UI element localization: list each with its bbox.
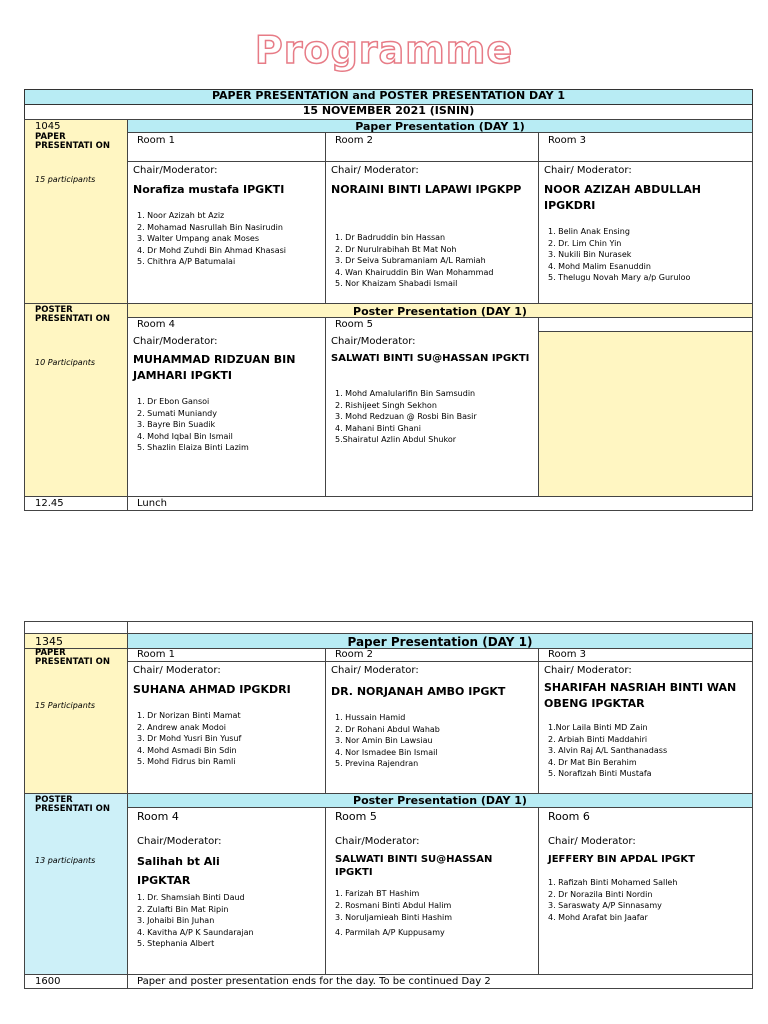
room-1-cell: [127, 648, 326, 662]
participant-list: [548, 877, 677, 923]
list-item: 3. Nor Amin Bin Lawsiau: [335, 736, 433, 745]
paper-header-cell: [127, 119, 753, 133]
list-item: 2. Mohamad Nasrullah Bin Nasirudin: [137, 222, 283, 232]
poster-header-cell: [127, 303, 753, 318]
list-item: 1. Rafizah Binti Mohamed Salleh: [548, 878, 678, 887]
list-item: 4. Parmilah A/P Kuppusamy: [335, 928, 445, 937]
room-name: Room 1: [137, 649, 176, 660]
list-item: 4. Mohd Asmadi Bin Sdin: [137, 745, 237, 755]
moderator-name: Salihah bt Ali IPGKTAR: [137, 855, 220, 887]
list-item: 1. Dr Ebon Gansoi: [137, 397, 210, 406]
end-time-cell: [24, 974, 128, 989]
end-text: Paper and poster presentation ends for the day. To be continued Day 2: [137, 976, 491, 987]
session-label: PAPER PRESENTATI ON: [35, 648, 110, 667]
list-item: 4. Mohd Iqbal Bin Ismail: [137, 431, 233, 441]
moderator-name: DR. NORJANAH AMBO IPGKT: [331, 685, 506, 698]
participant-list: [335, 232, 493, 290]
poster-header: Poster Presentation (DAY 1): [353, 305, 527, 318]
room-3-cell: [538, 132, 753, 162]
paper-label-sub: [24, 648, 128, 794]
list-item: 1. Dr Badruddin bin Hassan: [335, 233, 446, 242]
moderator-name: SHARIFAH NASRIAH BINTI WAN OBENG IPGKTAR: [544, 681, 737, 710]
moderator-name: MUHAMMAD RIDZUAN BIN JAMHARI IPGKTI: [133, 353, 296, 382]
room-name: Room 5: [335, 810, 377, 823]
room-5-cell: [325, 317, 539, 497]
chair-label: Chair/ Moderator:: [133, 665, 221, 676]
time-slot: 12.45: [35, 498, 64, 509]
list-item: 3. Saraswaty A/P Sinnasamy: [548, 901, 662, 910]
list-item: 5. Nor Khaizam Shabadi Ismail: [335, 279, 458, 288]
list-item: 4. Nor Ismadee Bin Ismail: [335, 747, 438, 757]
room-1-detail: [127, 161, 326, 304]
list-item: 4. Mohd Malim Esanuddin: [548, 261, 651, 271]
poster-label-cell: [24, 793, 128, 975]
chair-label: Chair/ Moderator:: [548, 836, 636, 847]
time-slot: 1345: [35, 635, 63, 648]
poster-label-cell: [24, 303, 128, 497]
chair-label: Chair/ Moderator:: [544, 665, 632, 676]
list-item: 4. Dr Mat Bin Berahim: [548, 757, 637, 767]
room-name: Room 3: [548, 649, 587, 660]
room-name: Room 1: [137, 135, 176, 146]
list-item: 5. Thelugu Novah Mary a/p Guruloo: [548, 273, 691, 282]
room-name: Room 3: [548, 135, 587, 146]
moderator-name: NORAINI BINTI LAPAWI IPGKPP: [331, 183, 522, 196]
time-slot: 1045: [35, 121, 61, 132]
list-item: 2. Rishijeet Singh Sekhon: [335, 400, 437, 410]
chair-label: Chair/ Moderator:: [331, 665, 419, 676]
room-2-detail: [325, 661, 539, 794]
chair-label: Chair/Moderator:: [137, 836, 222, 847]
list-item: 5. Chithra A/P Batumalai: [137, 257, 236, 266]
table-date: 15 NOVEMBER 2021 (ISNIN): [24, 104, 753, 120]
session-label: PAPER PRESENTATI ON: [35, 132, 110, 151]
room-name: Room 4: [137, 319, 176, 330]
list-item: 3. Johaibi Bin Juhan: [137, 916, 215, 925]
participant-count: 15 participants: [35, 175, 96, 184]
participant-list: [548, 722, 667, 780]
list-item: 2. Rosmani Binti Abdul Halim: [335, 901, 452, 910]
chair-label: Chair/Moderator:: [331, 336, 416, 347]
list-item: 1.Nor Laila Binti MD Zain: [548, 723, 648, 732]
list-item: 3. Bayre Bin Suadik: [137, 420, 216, 429]
room-4-cell: [127, 807, 326, 975]
moderator-name: NOOR AZIZAH ABDULLAH IPGKDRI: [544, 183, 702, 212]
room-2-cell: [325, 648, 539, 662]
moderator-name: SALWATI BINTI SU@HASSAN IPGKTI: [331, 353, 530, 364]
list-item: 1. Farizah BT Hashim: [335, 889, 420, 898]
participant-count: 13 participants: [35, 856, 96, 865]
end-text: Lunch: [137, 498, 167, 509]
room-3-cell: [538, 648, 753, 662]
participant-list: [335, 712, 440, 770]
room-6-empty: [538, 331, 753, 497]
room-name: Room 2: [335, 135, 374, 146]
room-name: Room 5: [335, 319, 374, 330]
room-4-cell: [127, 317, 326, 497]
paper-header: Paper Presentation (DAY 1): [347, 635, 533, 649]
list-item: 5. Shazlin Elaiza Binti Lazim: [137, 443, 249, 452]
list-item: 1. Noor Azizah bt Aziz: [137, 211, 225, 220]
participant-list: [548, 226, 690, 284]
participant-list: [137, 892, 254, 950]
list-item: 2. Dr Nurulrabihah Bt Mat Noh: [335, 244, 457, 254]
list-item: 5. Norafizah Binti Mustafa: [548, 769, 652, 778]
list-item: 2. Dr. Lim Chin Yin: [548, 238, 622, 248]
end-text-cell: [127, 496, 753, 511]
list-item: 1. Belin Anak Ensing: [548, 227, 630, 236]
chair-label: Chair/ Moderator:: [331, 165, 419, 176]
room-5-cell: [325, 807, 539, 975]
participant-list: [335, 388, 477, 446]
list-item: 5. Previna Rajendran: [335, 759, 419, 768]
list-item: 3. Nukili Bin Nurasek: [548, 250, 632, 259]
room-2-detail: [325, 161, 539, 304]
table-header: PAPER PRESENTATION and POSTER PRESENTATION DAY 1: [24, 89, 753, 105]
participant-list: [335, 888, 452, 939]
session-label: POSTER PRESENTATI ON: [35, 795, 110, 814]
moderator-name: SUHANA AHMAD IPGKDRI: [133, 683, 291, 696]
participant-list: [137, 210, 286, 268]
poster-header-cell: [127, 793, 753, 808]
list-item: 2. Andrew anak Modoi: [137, 722, 226, 732]
moderator-name: SALWATI BINTI SU@HASSAN IPGKTI: [335, 854, 493, 878]
list-item: 2. Zulafti Bin Mat Ripin: [137, 904, 229, 914]
chair-label: Chair/Moderator:: [133, 165, 218, 176]
list-item: 1. Mohd Amalularifin Bin Samsudin: [335, 389, 476, 398]
room-1-detail: [127, 661, 326, 794]
list-item: 4. Mohd Arafat bin Jaafar: [548, 912, 648, 922]
chair-label: Chair/ Moderator:: [544, 165, 632, 176]
list-item: 2. Dr Rohani Abdul Wahab: [335, 724, 440, 734]
room-6-empty-header: [538, 317, 753, 332]
list-item: 4. Wan Khairuddin Bin Wan Mohammad: [335, 267, 494, 277]
end-time-cell: [24, 496, 128, 511]
paper-header-cell: [127, 633, 753, 649]
participant-count: 10 Participants: [35, 358, 96, 367]
moderator-name: Norafiza mustafa IPGKTI: [133, 183, 285, 196]
list-item: 3. Noruljamieah Binti Hashim: [335, 913, 453, 922]
list-item: 1. Dr Norizan Binti Mamat: [137, 711, 241, 720]
participant-count: 15 Participants: [35, 701, 96, 710]
list-item: 5. Stephania Albert: [137, 939, 215, 948]
list-item: 4. Dr Mohd Zuhdi Bin Ahmad Khasasi: [137, 245, 286, 255]
room-3-detail: [538, 661, 753, 794]
end-text-cell: [127, 974, 753, 989]
schedule-table-afternoon: [24, 621, 753, 989]
poster-header: Poster Presentation (DAY 1): [353, 794, 527, 807]
list-item: 3. Alvin Raj A/L Santhanadass: [548, 746, 668, 755]
list-item: 3. Mohd Redzuan @ Rosbi Bin Basir: [335, 412, 477, 421]
list-item: 2. Sumati Muniandy: [137, 408, 217, 418]
room-3-detail: [538, 161, 753, 304]
list-item: 3. Dr Seiva Subramaniam A/L Ramiah: [335, 256, 486, 265]
chair-label: Chair/Moderator:: [133, 336, 218, 347]
moderator-name: JEFFERY BIN APDAL IPGKT: [548, 854, 695, 865]
schedule-table-morning: [24, 89, 753, 512]
page-title: Programme: [254, 28, 514, 72]
list-item: 1. Dr. Shamsiah Binti Daud: [137, 893, 245, 902]
participant-list: [137, 710, 241, 768]
list-item: 5.Shairatul Azlin Abdul Shukor: [335, 435, 457, 444]
list-item: 2. Arbiah Binti Maddahiri: [548, 734, 648, 744]
list-item: 3. Walter Umpang anak Moses: [137, 234, 260, 243]
list-item: 4. Kavitha A/P K Saundarajan: [137, 927, 254, 937]
room-6-cell: [538, 807, 753, 975]
list-item: 5. Mohd Fidrus bin Ramli: [137, 757, 236, 766]
list-item: 3. Dr Mohd Yusri Bin Yusuf: [137, 734, 242, 743]
chair-label: Chair/Moderator:: [335, 836, 420, 847]
paper-header: Paper Presentation (DAY 1): [355, 120, 525, 133]
time-slot: 1600: [35, 976, 61, 987]
session-label: POSTER PRESENTATI ON: [35, 305, 110, 324]
participant-list: [137, 396, 249, 454]
room-name: Room 2: [335, 649, 374, 660]
list-item: 1. Hussain Hamid: [335, 713, 406, 722]
room-2-cell: [325, 132, 539, 162]
room-name: Room 4: [137, 810, 179, 823]
list-item: 4. Mahani Binti Ghani: [335, 423, 421, 433]
list-item: 2. Dr Norazila Binti Nordin: [548, 889, 653, 899]
room-1-cell: [127, 132, 326, 162]
room-name: Room 6: [548, 810, 590, 823]
paper-label-cell: [24, 119, 128, 304]
